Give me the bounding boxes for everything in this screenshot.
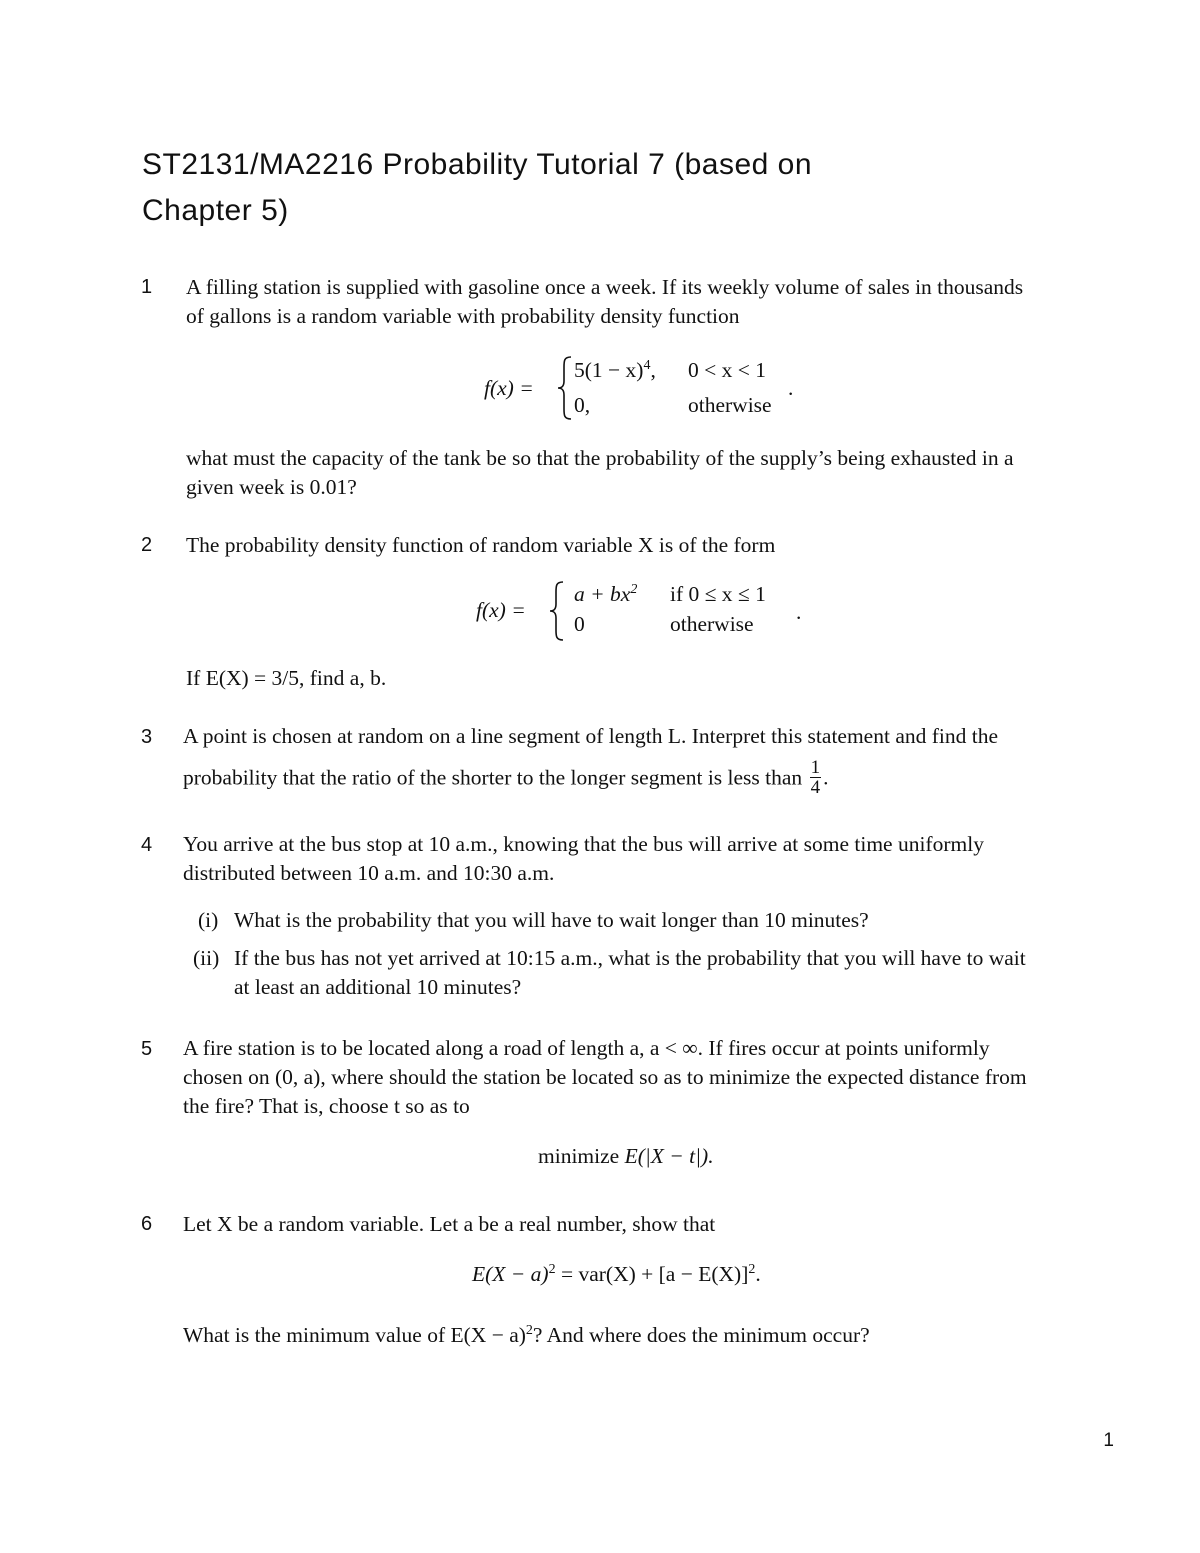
case-1-exponent: 4 (643, 358, 651, 373)
question-6-question (183, 1316, 870, 1350)
expected-distance-expression: E(|X − t|). (624, 1144, 714, 1168)
case-1-condition: 0 < x < 1 (688, 358, 767, 382)
title-line-2: Chapter 5) (142, 194, 289, 227)
equation-end-dot: . (755, 1262, 761, 1287)
question-4-line-1: You arrive at the bus stop at 10 a.m., knowing that the bus will arrive at some time uniformly (183, 832, 984, 856)
question-1-text-line-2: given week is 0.01? (186, 475, 357, 499)
question-1-number: 1 (141, 276, 153, 298)
fraction-denominator: 4 (810, 777, 821, 798)
question-1-intro-line-1: A filling station is supplied with gasoline once a week. If its weekly volume of sales in thousands (186, 275, 1024, 299)
question-5-line-1: A fire station is to be located along a road of length a, a < ∞. If fires occur at points uniformly (183, 1036, 990, 1060)
question-6-line-1: Let X be a random variable. Let a be a real number, show that (183, 1212, 716, 1236)
case-2-condition: otherwise (670, 612, 754, 636)
case-1-condition: if 0 ≤ x ≤ 1 (670, 582, 766, 606)
page-number: 1 (1103, 1430, 1114, 1451)
question-3-line-2 (183, 757, 829, 799)
equation-end-dot: . (788, 376, 794, 400)
question-5-line-2: chosen on (0, a), where should the station be located so as to minimize the expected distance from (183, 1065, 1027, 1089)
left-brace-icon (548, 580, 566, 642)
question-6-question-part-2: ? And where does the minimum occur? (532, 1323, 870, 1348)
question-5-number: 5 (141, 1038, 153, 1060)
sentence-end-dot: . (823, 765, 829, 790)
case-2-condition: otherwise (688, 393, 772, 417)
equation-end-dot: . (796, 600, 802, 624)
question-3-number: 3 (141, 726, 153, 748)
question-4-sub-ii-label: (ii) (193, 946, 220, 970)
question-1-text-line-1: what must the capacity of the tank be so that the probability of the supply’s being exhausted in a (186, 446, 1014, 470)
case-1-base: 5(1 − x) (574, 358, 644, 383)
question-1-intro-line-2: of gallons is a random variable with probability density function (186, 304, 740, 328)
question-6-exponent: 2 (525, 1323, 533, 1338)
case-1-expression (574, 582, 637, 607)
question-5-display-equation (538, 1144, 714, 1169)
case-2-expression: 0 (574, 612, 585, 636)
case-1-expression (574, 358, 656, 383)
title-line-1: ST2131/MA2216 Probability Tutorial 7 (based on (142, 148, 813, 181)
question-2-number: 2 (141, 534, 153, 556)
one-quarter-fraction (810, 758, 822, 797)
question-4-sub-i-label: (i) (198, 908, 219, 932)
pdf-lhs: f(x) = (476, 598, 526, 622)
fraction-numerator: 1 (810, 757, 821, 778)
equation-lhs-exponent: 2 (548, 1262, 556, 1277)
question-4-sub-ii-line-1: If the bus has not yet arrived at 10:15 a.m., what is the probability that you will have to wait (234, 946, 1026, 970)
equation-lhs: E(X − a) (472, 1262, 549, 1287)
question-3-line-2-text: probability that the ratio of the shorter to the longer segment is less than (183, 765, 803, 790)
question-6-display-equation (472, 1262, 761, 1287)
equation-rhs: = var(X) + [a − E(X)] (560, 1262, 749, 1287)
document-title (142, 142, 1042, 234)
left-brace-icon (556, 355, 574, 421)
question-3-line-1: A point is chosen at random on a line segment of length L. Interpret this statement and find the (183, 724, 999, 748)
question-2-text: If E(X) = 3/5, find a, b. (186, 666, 387, 690)
question-6-question-part-1: What is the minimum value of E(X − a) (183, 1323, 526, 1348)
case-2-expression: 0, (574, 393, 591, 417)
question-6-number: 6 (141, 1213, 153, 1235)
question-4-sub-i-text: What is the probability that you will have to wait longer than 10 minutes? (234, 908, 869, 932)
case-1-exponent: 2 (630, 582, 638, 597)
case-1-base: a + bx (574, 582, 631, 607)
equation-rhs-exponent: 2 (748, 1262, 756, 1277)
minimize-word: minimize (538, 1144, 620, 1168)
question-5-line-3: the fire? That is, choose t so as to (183, 1094, 470, 1118)
question-4-number: 4 (141, 834, 153, 856)
question-2-intro: The probability density function of random variable X is of the form (186, 533, 776, 557)
pdf-lhs: f(x) = (484, 376, 534, 400)
question-4-line-2: distributed between 10 a.m. and 10:30 a.m. (183, 861, 555, 885)
question-4-sub-ii-line-2: at least an additional 10 minutes? (234, 975, 522, 999)
case-1-comma: , (650, 358, 656, 383)
